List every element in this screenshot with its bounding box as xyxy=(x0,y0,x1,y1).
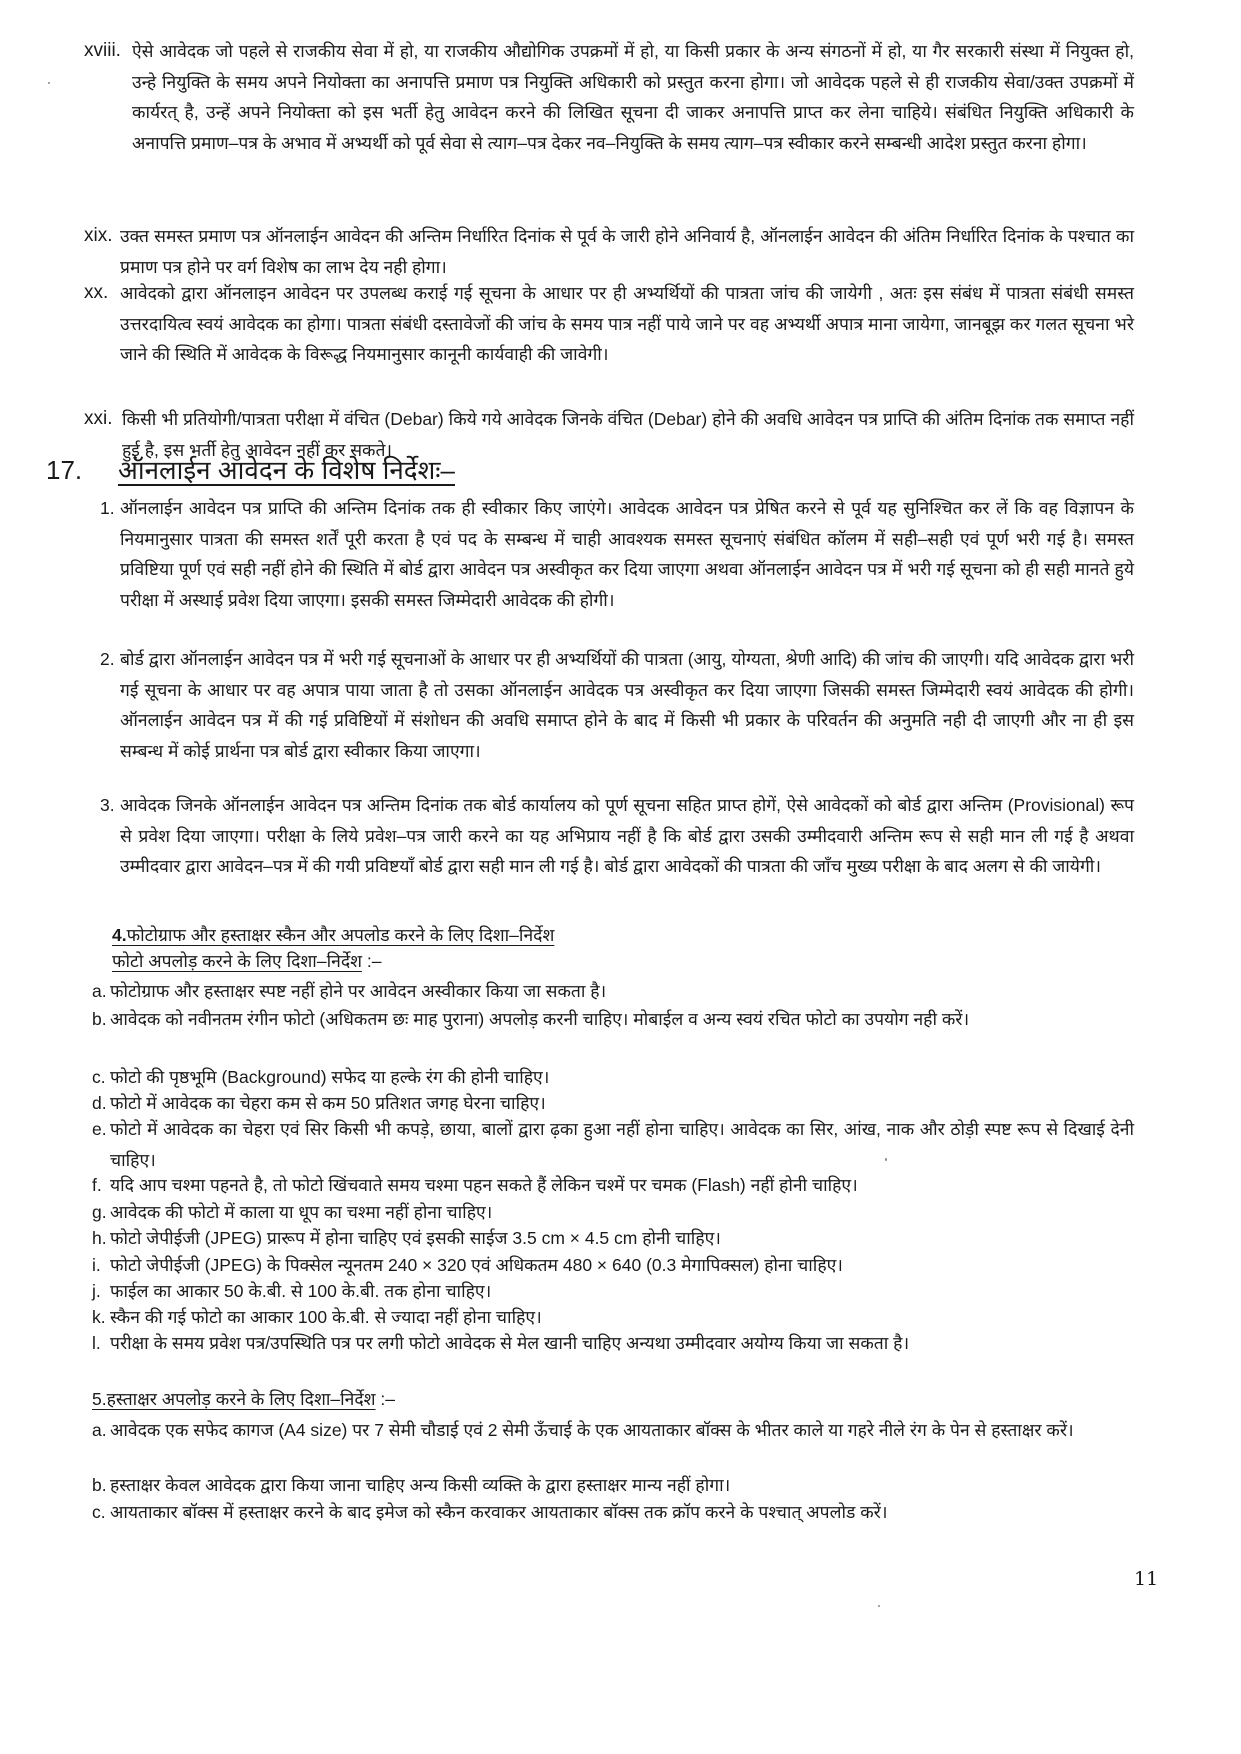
item-text: यदि आप चश्मा पहनते है, तो फोटो खिंचवाते समय चश्मा पहन सकते हैं लेकिन चश्में पर चमक (Flash) नहीं होनी चाहिए। xyxy=(110,1175,858,1195)
item-text: स्कैन की गई फोटो का आकार 100 के.बी. से ज्यादा नहीं होना चाहिए। xyxy=(110,1307,542,1327)
heading-text: हस्ताक्षर अपलोड़ करने के लिए दिशा–निर्देश xyxy=(106,1389,376,1409)
subheading-suffix: :– xyxy=(362,951,382,971)
item-marker: j. xyxy=(92,1281,101,1301)
item-marker: b. xyxy=(92,1475,107,1495)
section-number: 17. xyxy=(46,455,83,485)
list-item-xix xyxy=(84,221,1134,282)
item-text: फोटो की पृष्ठभूमि (Background) सफेद या हल्के रंग की होनी चाहिए। xyxy=(110,1067,550,1087)
scan-speck xyxy=(885,1158,887,1161)
item-marker: a. xyxy=(92,981,107,1001)
heading-number: 5. xyxy=(92,1389,107,1409)
signature-item-a xyxy=(92,1415,1134,1446)
item-marker: xx. xyxy=(84,282,109,303)
list-item-xviii xyxy=(84,36,1134,158)
item-marker: a. xyxy=(92,1420,107,1440)
item-marker: 2. xyxy=(100,649,115,669)
item-text: आवेदक की फोटो में काला या धूप का चश्मा नहीं होना चाहिए। xyxy=(110,1202,493,1222)
heading-text: फोटोग्राफ और हस्ताक्षर स्कैन और अपलोड करने के लिए दिशा–निर्देश xyxy=(126,925,555,945)
item-marker: e. xyxy=(92,1119,107,1139)
photo-guidelines-heading xyxy=(112,922,554,949)
subheading-text: फोटो अपलोड़ करने के लिए दिशा–निर्देश xyxy=(112,951,363,971)
section-title: ऑनलाईन आवेदन के विशेष निर्देशः– xyxy=(118,455,455,485)
item-marker: c. xyxy=(92,1502,106,1522)
item-text: ऑनलाईन आवेदन पत्र प्राप्ति की अन्तिम दिनांक तक ही स्वीकार किए जाएंगे। आवेदक आवेदन पत्र प्रेषित करने से पूर्व यह सुनिश्चित कर लें कि वह विज्ञापन के नियमानुसार पात्रता की समस्त शर्तें पूरी करता है एवं पद के सम्बन्ध में चाही आवश्यक समस्त सूचनाएं संबंधित कॉलम में सही–सही एवं पूर्ण भरी गई है। समस्त प्रविष्टिया पूर्ण एवं सही नहीं होने की स्थिति में बोर्ड द्वारा आवेदन पत्र अस्वीकृत कर दिया जाएगा अथवा ऑनलाईन आवेदन पत्र में भरी गई सूचना को ही सही मानते हुये परीक्षा में अस्थाई प्रवेश दिया जाएगा। इसकी समस्त जिम्मेदारी आवेदक की होगी। xyxy=(120,498,1134,610)
item-marker: xviii. xyxy=(84,40,121,61)
photo-item-e xyxy=(92,1114,1134,1175)
item-text: फोटो में आवेदक का चेहरा कम से कम 50 प्रतिशत जगह घेरना चाहिए। xyxy=(110,1093,546,1113)
item-text: हस्ताक्षर केवल आवेदक द्वारा किया जाना चाहिए अन्य किसी व्यक्ति के द्वारा हस्ताक्षर मान्य नहीं होगा। xyxy=(110,1475,731,1495)
scan-speck xyxy=(48,82,50,84)
list-item-xx xyxy=(84,278,1134,370)
item-text: किसी भी प्रतियोगी/पात्रता परीक्षा में वंचित (Debar) किये गये आवेदक जिनके वंचित (Debar) होने की अवधि आवेदन पत्र प्राप्ति की अंतिम दिनांक तक समाप्त नहीं हुई है, इस भर्ती हेतु आवेदन नहीं कर सकते। xyxy=(122,409,1134,460)
item-text: आयताकार बॉक्स में हस्ताक्षर करने के बाद इमेज को स्कैन करवाकर आयताकार बॉक्स तक क्रॉप करने के पश्चात् अपलोड करें। xyxy=(110,1502,888,1522)
item-marker: 1. xyxy=(100,498,115,518)
item-text: आवेदक जिनके ऑनलाईन आवेदन पत्र अन्तिम दिनांक तक बोर्ड कार्यालय को पूर्ण सूचना सहित प्राप्त होगें, ऐसे आवेदकों को बोर्ड द्वारा अन्तिम (Provisional) रूप से प्रवेश दिया जाएगा। परीक्षा के लिये प्रवेश–पत्र जारी करने का यह अभिप्राय नहीं है कि बोर्ड द्वारा उसकी उम्मीदवारी अन्तिम रूप से सही मान ली गई है अथवा उम्मीदवार द्वारा आवेदन–पत्र में की गयी प्रविष्टयाँ बोर्ड द्वारा सही मान ली गई है। बोर्ड द्वारा आवेदकों की पात्रता की जाँच मुख्य परीक्षा के बाद अलग से की जायेगी। xyxy=(120,795,1134,876)
item-marker: i. xyxy=(92,1255,101,1275)
item-marker: h. xyxy=(92,1228,107,1248)
signature-item-b xyxy=(92,1470,1134,1501)
item-marker: k. xyxy=(92,1307,106,1327)
item-text: ऐसे आवेदक जो पहले से राजकीय सेवा में हो, या राजकीय औद्योगिक उपक्रमों में हो, या किसी प्रकार के अन्य संगठनों में हो, या गैर सरकारी संस्था में नियुक्त हो, उन्हे नियुक्ति के समय अपने नियोक्ता का अनापत्ति प्रमाण पत्र नियुक्ति अधिकारी को प्रस्तुत करना होगा। जो आवेदक पहले से ही राजकीय सेवा/उक्त उपक्रमों में कार्यरत् है, उन्हें अपने नियोक्ता को इस भर्ती हेतु आवेदन करने की लिखित सूचना दी जाकर अनापत्ति प्राप्त कर लेना चाहिये। संबंधित नियुक्ति अधिकारी के अनापत्ति प्रमाण–पत्र के अभाव में अभ्यर्थी को पूर्व सेवा से त्याग–पत्र देकर नव–नियुक्ति के समय त्याग–पत्र स्वीकार करने सम्बन्धी आदेश प्रस्तुत करना होगा। xyxy=(132,41,1134,153)
item-text: फोटो में आवेदक का चेहरा एवं सिर किसी भी कपड़े, छाया, बालों द्वारा ढ़का हुआ नहीं होना चाहिए। आवेदक का सिर, आंख, नाक और ठोड़ी स्पष्ट रूप से दिखाई देनी चाहिए। xyxy=(110,1119,1134,1170)
photo-item-b xyxy=(92,1004,1134,1035)
item-text: परीक्षा के समय प्रवेश पत्र/उपस्थिति पत्र पर लगी फोटो आवेदक से मेल खानी चाहिए अन्यथा उम्मीदवार अयोग्य किया जा सकता है। xyxy=(110,1333,910,1353)
numbered-item-3 xyxy=(100,790,1134,882)
item-text: फोटो जेपीईजी (JPEG) प्रारूप में होना चाहिए एवं इसकी साईज 3.5 cm × 4.5 cm होनी चाहिए। xyxy=(110,1228,721,1248)
numbered-item-2 xyxy=(100,644,1134,766)
item-marker: l. xyxy=(92,1333,101,1353)
item-marker: 3. xyxy=(100,795,115,815)
item-marker: xxi. xyxy=(84,408,113,429)
scan-speck xyxy=(878,1605,880,1607)
item-marker: d. xyxy=(92,1093,107,1113)
page-number: 11 xyxy=(1134,1568,1159,1590)
item-text: आवेदक को नवीनतम रंगीन फोटो (अधिकतम छः माह पुराना) अपलोड़ करनी चाहिए। मोबाईल व अन्य स्वयं रचित फोटो का उपयोग नही करें। xyxy=(110,1009,970,1029)
item-text: बोर्ड द्वारा ऑनलाईन आवेदन पत्र में भरी गई सूचनाओं के आधार पर ही अभ्यर्थियों की पात्रता (आयु, योग्यता, श्रेणी आदि) की जांच की जाएगी। यदि आवेदक द्वारा भरी गई सूचना के आधार पर वह अपात्र पाया जाता है तो उसका ऑनलाईन आवेदक पत्र अस्वीकृत कर दिया जाएगा जिसकी समस्त जिम्मेदारी स्वयं आवेदक की होगी। ऑनलाईन आवेदन पत्र में की गई प्रविष्टियों में संशोधन की अवधि समाप्त होने के बाद में किसी भी प्रकार के परिवर्तन की अनुमति नही दी जाएगी और ना ही इस सम्बन्ध में कोई प्रार्थना पत्र बोर्ड द्वारा स्वीकार किया जाएगा। xyxy=(120,649,1134,761)
signature-item-c xyxy=(92,1497,1134,1528)
photo-item-f xyxy=(92,1170,1134,1201)
item-text: उक्त समस्त प्रमाण पत्र ऑनलाईन आवेदन की अन्तिम निर्धारित दिनांक से पूर्व के जारी होने अनिवार्य है, ऑनलाईन आवेदन की अंतिम निर्धारित दिनांक के पश्चात का प्रमाण पत्र होने पर वर्ग विशेष का लाभ देय नही होगा। xyxy=(120,226,1134,277)
item-marker: g. xyxy=(92,1202,107,1222)
item-marker: xix. xyxy=(84,225,113,246)
photo-upload-subheading xyxy=(112,948,381,975)
item-marker: c. xyxy=(92,1067,106,1087)
item-text: आवेदको द्वारा ऑनलाइन आवेदन पर उपलब्ध कराई गई सूचना के आधार पर ही अभ्यर्थियों की पात्रता जांच की जायेगी , अतः इस संबंध में पात्रता संबंधी समस्त उत्तरदायित्व स्वयं आवेदक का होगा। पात्रता संबंधी दस्तावेजों की जांच के समय पात्र नहीं पाये जाने पर वह अभ्यर्थी अपात्र माना जायेगा, जानबूझ कर गलत सूचना भरे जाने की स्थिति में आवेदक के विरूद्ध नियमानुसार कानूनी कार्यवाही की जावेगी। xyxy=(120,283,1134,364)
photo-item-h xyxy=(92,1223,1134,1254)
photo-item-l xyxy=(92,1328,1134,1359)
numbered-item-1 xyxy=(100,493,1134,615)
photo-item-a xyxy=(92,976,1134,1007)
heading-suffix: :– xyxy=(375,1389,396,1409)
signature-guidelines-heading xyxy=(92,1386,395,1413)
heading-number: 4. xyxy=(112,925,127,945)
item-marker: f. xyxy=(92,1175,102,1195)
item-text: फोटोग्राफ और हस्ताक्षर स्पष्ट नहीं होने पर आवेदन अस्वीकार किया जा सकता है। xyxy=(110,981,607,1001)
item-text: फाईल का आकार 50 के.बी. से 100 के.बी. तक होना चाहिए। xyxy=(110,1281,492,1301)
item-marker: b. xyxy=(92,1009,107,1029)
item-text: आवेदक एक सफेद कागज (A4 size) पर 7 सेमी चौडाई एवं 2 सेमी ऊँचाई के एक आयताकार बॉक्स के भीतर काले या गहरे नीले रंग के पेन से हस्ताक्षर करें। xyxy=(110,1420,1074,1440)
section-17-heading xyxy=(46,452,455,488)
item-text: फोटो जेपीईजी (JPEG) के पिक्सेल न्यूनतम 240 × 320 एवं अधिकतम 480 × 640 (0.3 मेगापिक्सल) होना चाहिए। xyxy=(110,1255,843,1275)
